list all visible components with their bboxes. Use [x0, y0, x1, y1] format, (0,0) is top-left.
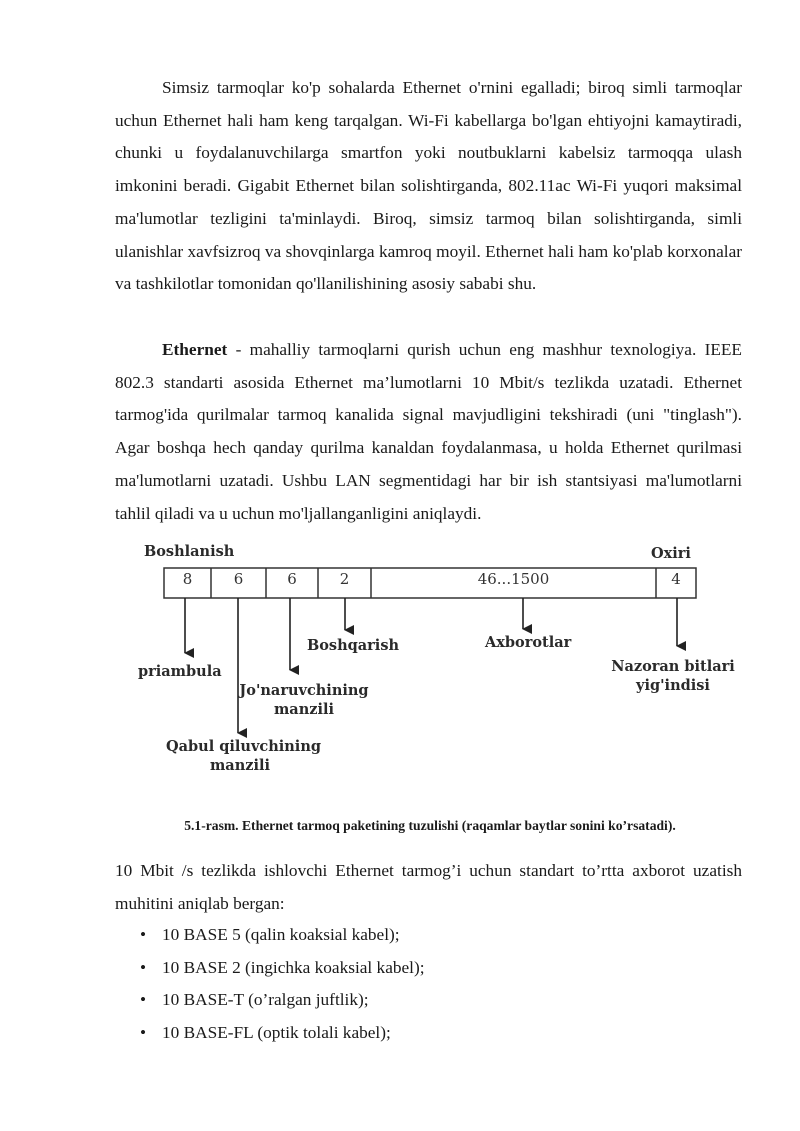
list-item: [140, 919, 425, 952]
list-item: [140, 1017, 425, 1050]
cell-sender: 6: [287, 570, 297, 588]
bullet-icon: •: [140, 957, 147, 977]
label-checksum: [606, 657, 740, 695]
label-data: Axborotlar: [485, 634, 572, 651]
paragraph-ethernet-text: - mahalliy tarmoqlarni qurish uchun eng mashhur texnologiya. IEEE 802.3 standarti asosida Ethernet ma’lumotlarni 10 Mbit/s tezlikda uzatadi. Ethernet tarmog'ida qurilmalar tarmoq kanalida signal mavjudligini tekshiradi (uni "tinglash"). Agar boshqa hech qanday qurilma kanaldan foydalanmasa, u holda Ethernet qurilmasi ma'lumotlarni uzatadi. Ushbu LAN segmentidagi har bir ish stantsiyasi ma'lumotlarni tahlil qiladi va u uchun mo'ljallanganligini aniqlaydi.: [115, 340, 742, 523]
ethernet-term: Ethernet: [162, 340, 228, 359]
standards-list: [140, 919, 425, 1050]
cell-receiver: 6: [233, 570, 244, 588]
label-checksum-line1: Nazoran bitlari: [611, 658, 735, 675]
list-item-text: 10 BASE 2 (ingichka koaksial kabel);: [162, 957, 425, 977]
list-item-text: 10 BASE 5 (qalin koaksial kabel);: [162, 925, 400, 944]
bullet-icon: •: [140, 1023, 147, 1043]
paragraph-wireless-text: Simsiz tarmoqlar ko'p sohalarda Ethernet o'rnini egalladi; biroq simli tarmoqlar uchun Ethernet hali ham keng tarqalgan. Wi-Fi kabellarga bo'lgan ehtiyojni kamaytiradi, chunki u foydalanuvchilarga smartfon yoki noutbuklarni kabelsiz tarmoqqa ulash imkonini beradi. Gigabit Ethernet bilan solishtirganda, 802.11ac Wi-Fi yuqori maksimal ma'lumotlar tezligini ta'minlaydi. Biroq, simsiz tarmoq bilan solishtirganda, simli ulanishlar xavfsizroq va shovqinlarga kamroq moyil. Ethernet hali ham ko'plab korxonalar va tashkilotlar tomonidan qo'llanilishining asosiy sababi shu.: [115, 78, 742, 294]
list-item-text: 10 BASE-FL (optik tolali kabel);: [162, 1023, 391, 1043]
figure-caption: 5.1-rasm. Ethernet tarmoq paketining tuzulishi (raqamlar baytlar sonini ko’rsatadi).: [184, 818, 676, 833]
label-sender-line2: manzili: [273, 701, 335, 718]
cell-data: 46...1500: [477, 570, 550, 588]
paragraph-standards: 10 Mbit /s tezlikda ishlovchi Ethernet tarmog’i uchun standart to’rtta axborot uzatish muhitini aniqlab bergan:: [115, 861, 742, 913]
cell-control: 2: [339, 570, 350, 588]
label-receiver-line2: manzili: [209, 757, 271, 774]
ethernet-frame-figure: [0, 536, 800, 786]
cell-preamble: 8: [182, 570, 193, 588]
bullet-icon: •: [140, 990, 147, 1010]
label-control: Boshqarish: [307, 637, 400, 654]
list-item-text: 10 BASE-T (o’ralgan juftlik);: [162, 990, 369, 1010]
label-preamble: priambula: [138, 663, 222, 680]
label-checksum-line2: yig'indisi: [636, 677, 710, 694]
paragraph-ethernet: [115, 334, 742, 530]
start-label: Boshlanish: [144, 543, 235, 560]
bullet-icon: •: [140, 925, 147, 944]
list-item: [140, 984, 425, 1017]
label-sender: [236, 681, 372, 719]
label-receiver: [166, 737, 321, 775]
list-item: [140, 952, 425, 985]
paragraph-wireless: [115, 72, 742, 301]
label-sender-line1: Jo'naruvchining: [239, 682, 369, 699]
cell-checksum: 4: [671, 570, 681, 588]
end-label: Oxiri: [651, 545, 691, 562]
label-receiver-line1: Qabul qiluvchining: [166, 738, 321, 755]
